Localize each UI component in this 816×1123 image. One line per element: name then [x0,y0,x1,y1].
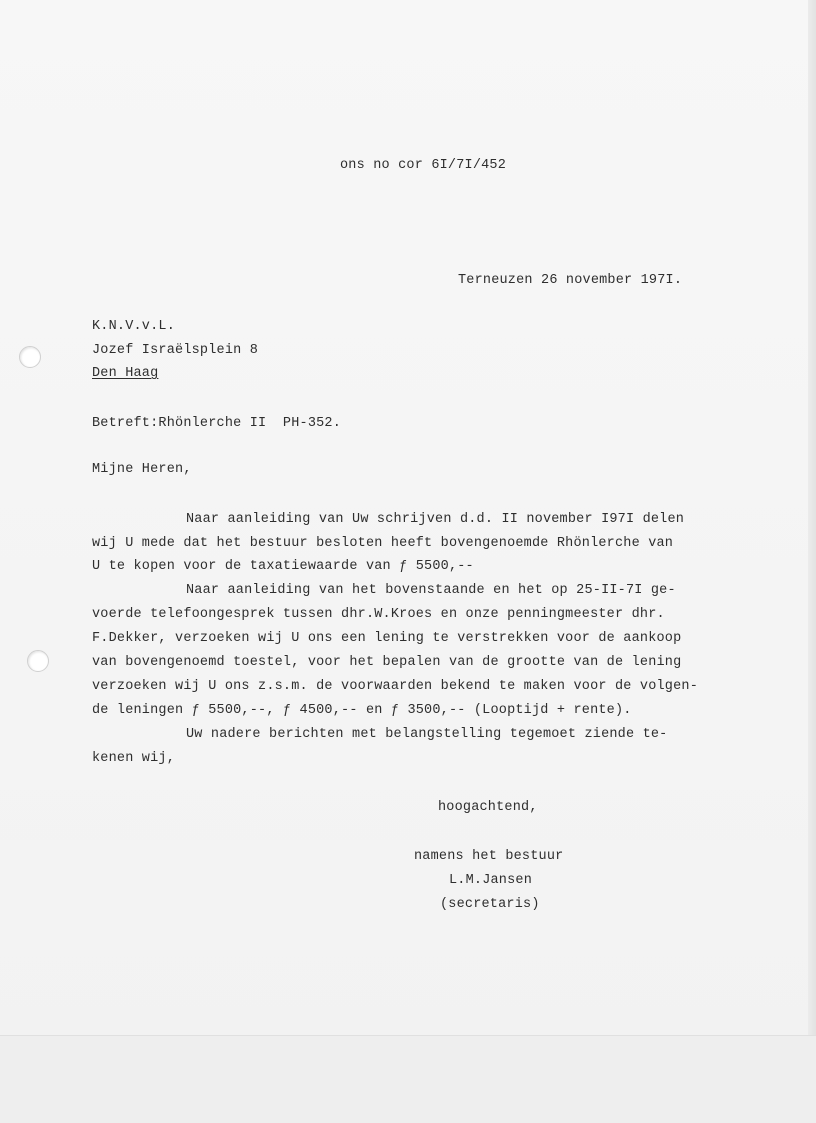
reference-number: ons no cor 6I/7I/452 [340,158,507,173]
recipient-city: Den Haag [92,366,159,381]
closing: hoogachtend, [438,800,538,815]
body-line: Naar aanleiding van het bovenstaande en het op 25-II-7I ge- [186,583,676,598]
sheet-edge-bottom [0,1035,816,1123]
body-line: Naar aanleiding van Uw schrijven d.d. II november I97I delen [186,512,685,527]
body-line: wij U mede dat het bestuur besloten heeft bovengenoemde Rhönlerche van [92,536,674,551]
signature-on-behalf: namens het bestuur [414,849,564,864]
punch-hole-top [19,346,41,368]
salutation: Mijne Heren, [92,462,192,477]
body-line: voerde telefoongesprek tussen dhr.W.Kroes en onze penningmeester dhr. [92,607,665,622]
place-and-date: Terneuzen 26 november 197I. [458,273,683,288]
body-line: kenen wij, [92,751,176,766]
signature-role: (secretaris) [440,897,540,912]
body-line: U te kopen voor de taxatiewaarde van ƒ 5500,-- [92,559,474,574]
body-line: F.Dekker, verzoeken wij U ons een lening te verstrekken voor de aankoop [92,631,682,646]
signature-name: L.M.Jansen [449,873,533,888]
body-line: verzoeken wij U ons z.s.m. de voorwaarden bekend te maken voor de volgen- [92,679,698,694]
recipient-street: Jozef Israëlsplein 8 [92,343,259,358]
sheet-edge-right [808,0,816,1035]
body-line: de leningen ƒ 5500,--, ƒ 4500,-- en ƒ 3500,-- (Looptijd + rente). [92,703,632,718]
punch-hole-bottom [27,650,49,672]
subject-line: Betreft:Rhönlerche II PH-352. [92,416,342,431]
body-line: Uw nadere berichten met belangstelling tegemoet ziende te- [186,727,668,742]
body-line: van bovengenoemd toestel, voor het bepalen van de grootte van de lening [92,655,682,670]
recipient-name: K.N.V.v.L. [92,319,176,334]
